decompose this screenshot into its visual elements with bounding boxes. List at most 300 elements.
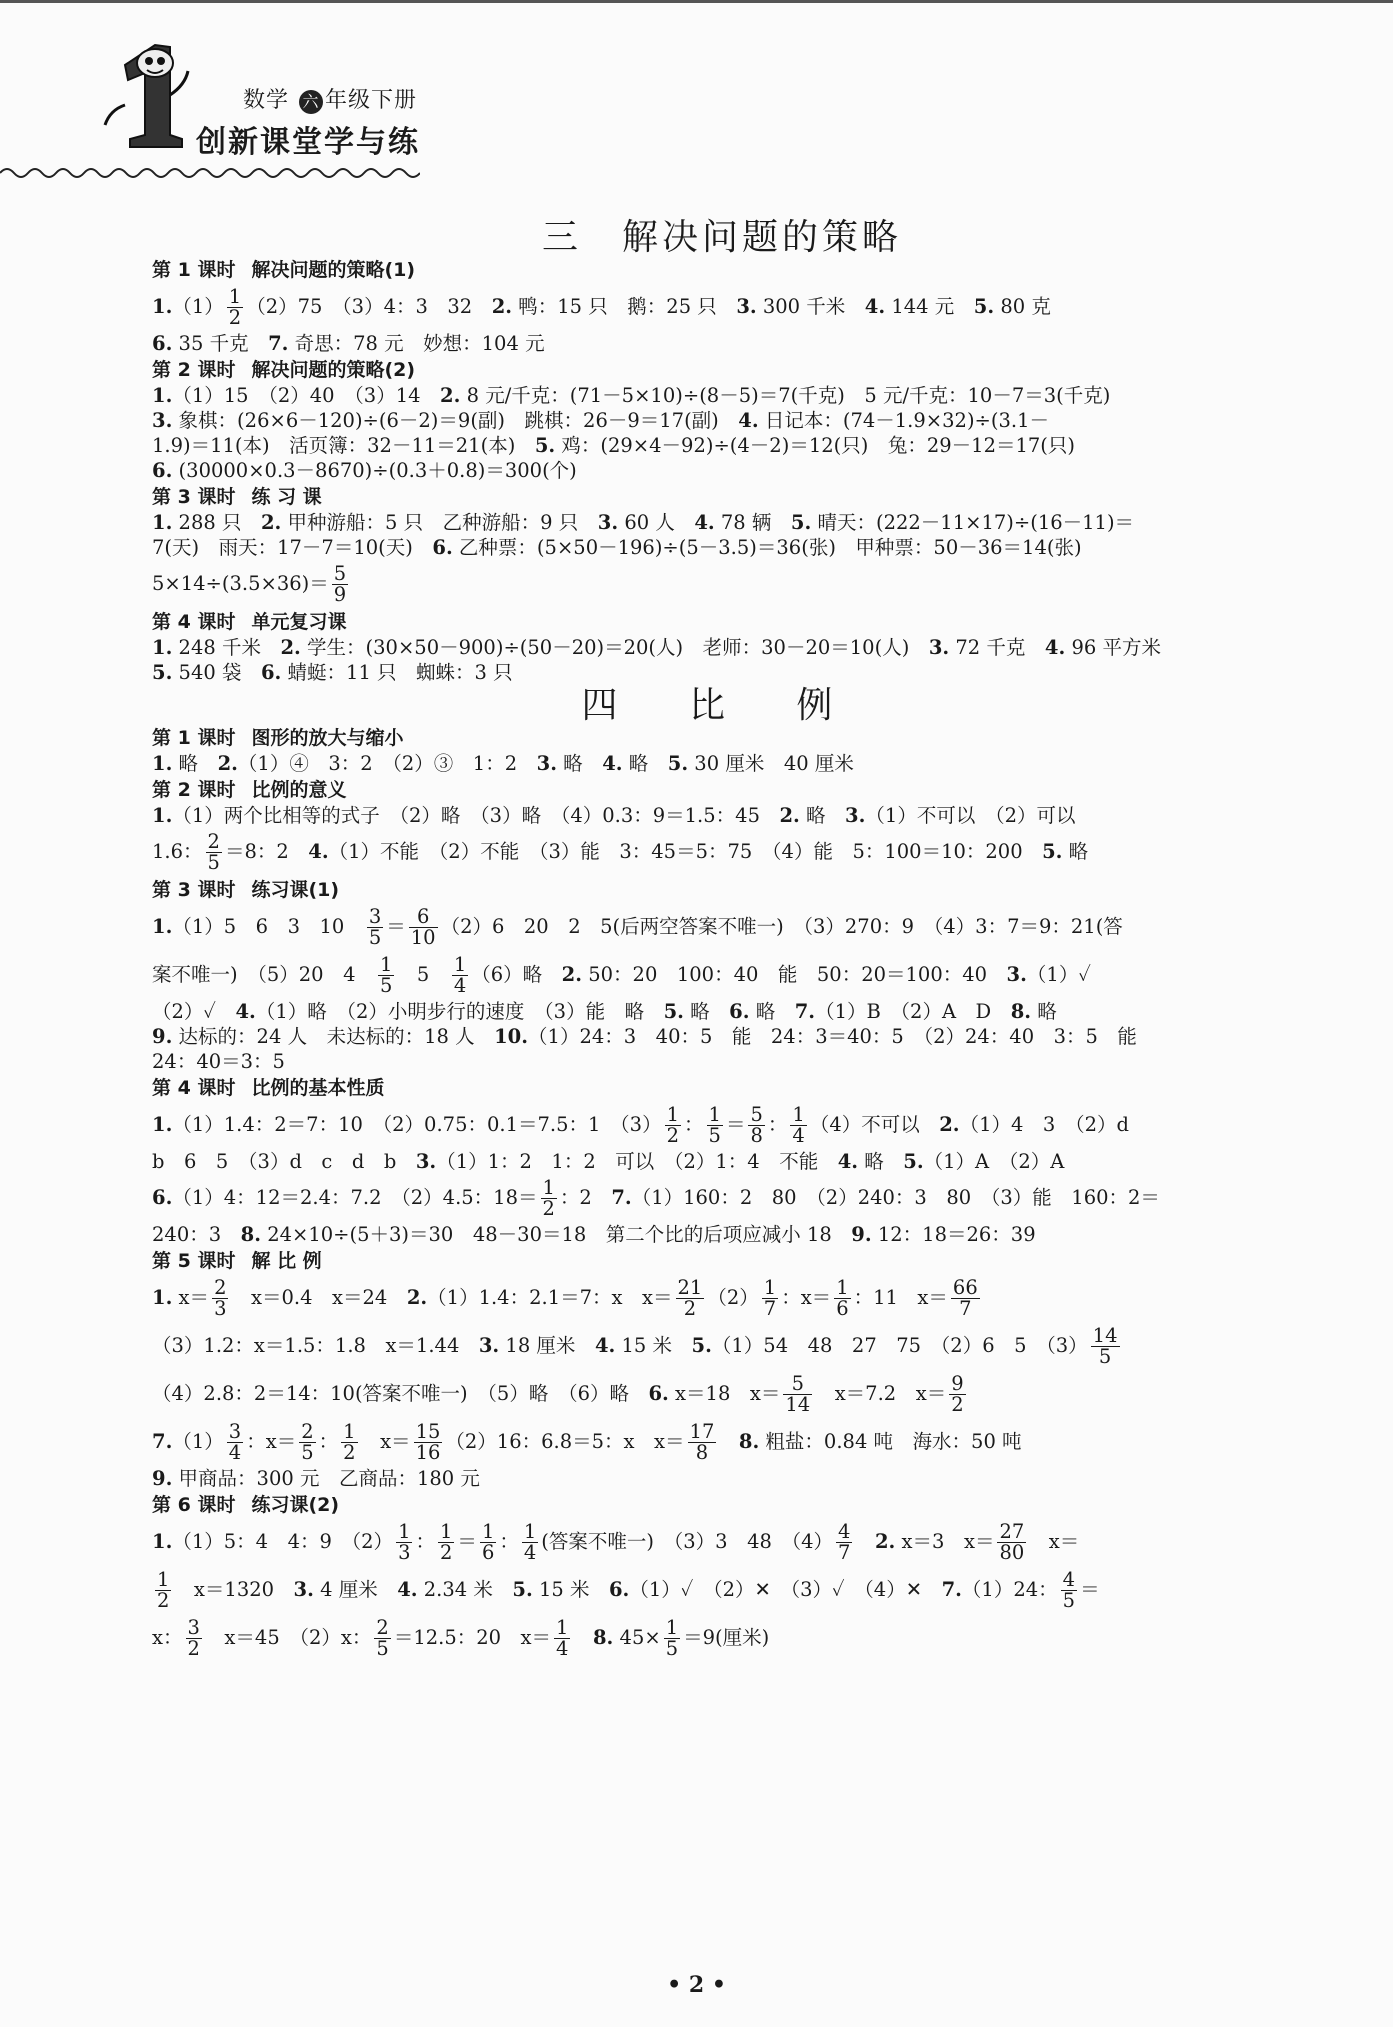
fraction-numerator: 1 [379,953,393,976]
fraction-numerator: 14 [1092,1324,1118,1347]
fraction [1091,1326,1120,1367]
answer-text: （1） [172,1430,224,1453]
question-number: 3. [928,636,950,659]
lesson-name: 单元复习课 [251,611,347,633]
answer-text: （1）5 6 3 10 [172,915,364,938]
fraction [414,1422,443,1463]
answer-line [152,1519,1292,1565]
fraction-denominator: 2 [157,1589,170,1612]
answer-text: （1）A （2）A [923,1150,1065,1173]
fraction [438,1522,454,1563]
fraction [374,1618,390,1659]
question-number: 7. [941,1578,962,1601]
answer-text: 15 米 [532,1578,609,1601]
answer-text: x＝ [172,1286,210,1309]
question-number: 5. [152,661,173,684]
fraction-denominator: 7 [763,1297,777,1320]
answer-text: 18 厘米 [499,1334,595,1357]
lesson-label: 第 3 课时 [152,486,236,508]
question-number: 2. [217,752,238,775]
fraction [341,1422,357,1463]
fraction-numerator: 9 [951,1372,964,1395]
answer-line [152,1150,1292,1173]
fraction-denominator: 4 [556,1637,569,1660]
answer-text: ： [499,1530,519,1553]
answer-text: ：x＝ [781,1286,832,1309]
answer-line [152,1467,1292,1490]
lesson-name: 解决问题的策略(1) [251,259,416,281]
answer-text: （1）④ 3：2 （2）③ 1：2 [237,752,537,775]
fraction-denominator: 3 [398,1541,411,1564]
grade-mark: 六 [299,90,323,114]
answer-text: ：2 [559,1186,612,1209]
answer-text: 乙种票：(5×50－196)÷(5－3.5)＝36(张) 甲种票：50－36＝14(张) [452,536,1082,559]
answer-text: x＝7.2 x＝ [815,1382,947,1405]
answer-text: 12：18＝26：39 [871,1223,1036,1246]
answer-text: 日记本：(74－1.9×32)÷(3.1－ [758,409,1050,432]
answer-text: ＝ [1080,1578,1100,1601]
fraction [951,1278,980,1319]
answer-text: 略 [683,1000,730,1023]
answer-text: ＝ [457,1530,477,1553]
fraction-denominator: 8 [750,1124,763,1147]
fraction-numerator: 5 [333,562,347,585]
answer-line [152,284,1292,330]
answer-text: 略 [858,1150,904,1173]
answer-line [152,752,1292,775]
answer-line [152,409,1292,432]
answer-content [152,217,1292,1663]
fraction-numerator: 2 [207,830,220,853]
fraction-numerator: 3 [187,1616,200,1639]
answer-text: （1）不可以 （2）可以 [865,804,1076,827]
fraction [396,1522,412,1563]
question-number: 3. [845,804,866,827]
answer-text: (30000×0.3－8670)÷(0.3＋0.8)＝300(个) [172,459,577,482]
answer-line [152,434,1292,457]
answer-text: ＝12.5：20 x＝ [393,1626,552,1649]
fraction-numerator: 4 [838,1520,851,1543]
fraction-denominator: 14 [785,1393,811,1416]
question-number: 6. [152,459,173,482]
answer-text: ＝9(厘米) [683,1626,770,1649]
answer-text: （1）不能 （2）不能 （3）能 3：45＝5：75 （4）能 5：100＝10：200 [328,840,1043,863]
lesson-heading [152,1250,1292,1273]
book-brand-title: 创新课堂学与练 [196,125,420,160]
fraction-denominator: 5 [376,1637,389,1660]
fraction-denominator: 6 [836,1297,849,1320]
answer-line [152,536,1292,559]
answer-text: 2.34 米 [417,1578,513,1601]
lesson-name: 图形的放大与缩小 [251,727,404,749]
fraction-numerator: 1 [481,1520,495,1543]
fraction-numerator: 1 [763,1276,777,1299]
answer-text: ：11 x＝ [853,1286,948,1309]
question-number: 5. [512,1578,533,1601]
lesson-name: 比例的基本性质 [251,1077,385,1099]
question-number: 6. [729,1000,750,1023]
answer-text: （2）75 （3）4：3 32 [246,295,492,318]
lesson-name: 解决问题的策略(2) [251,359,416,381]
answer-text: x＝45 （2）x： [204,1626,372,1649]
answer-text: （1）✓ （2）✕ （3）✓ （4）✕ [629,1578,942,1601]
answer-text: 略 [1062,840,1089,863]
answer-text: x＝ [360,1430,411,1453]
answer-text: 50：20 100：40 能 50：20＝100：40 [582,963,1007,986]
fraction [378,955,394,996]
answer-line [152,384,1292,407]
fraction-denominator: 5 [1098,1345,1112,1368]
fraction-numerator: 27 [999,1520,1025,1543]
fraction-denominator: 5 [665,1637,679,1660]
fraction-denominator: 5 [1062,1589,1076,1612]
question-number: 3. [1006,963,1027,986]
fraction-denominator: 4 [228,1441,242,1464]
fraction-numerator: 1 [556,1616,569,1639]
answer-text: 248 千米 [172,636,281,659]
answer-text: 8 元/千克：(71－5×10)÷(8－5)＝7(千克) 5 元/千克：10－7＝3(千克) [460,384,1111,407]
fraction-denominator: 8 [695,1441,709,1464]
fraction [664,1618,680,1659]
answer-text [573,1626,593,1649]
fraction [452,955,468,996]
question-number: 7. [152,1430,173,1453]
fraction-denominator: 9 [333,583,347,606]
fraction-denominator: 4 [523,1541,537,1564]
answer-text: 略 [1031,1000,1057,1023]
lesson-label: 第 2 课时 [152,779,236,801]
answer-text [855,1530,875,1553]
question-number: 4. [594,1334,616,1357]
answer-text: （1） [172,295,224,318]
answer-text: （1）B （2）A D [815,1000,1011,1023]
question-number: 6. [648,1382,669,1405]
fraction-numerator: 4 [1062,1568,1076,1591]
answer-text: （1）4：12＝2.4：7.2 （2）4.5：18＝ [172,1186,538,1209]
fraction [227,287,243,328]
answer-text: x： [152,1626,183,1649]
lesson-name: 练 习 课 [251,486,322,508]
fraction [997,1522,1026,1563]
answer-text: （1）1.4：2＝7：10 （2）0.75：0.1＝7.5：1 （3） [172,1113,662,1136]
answer-line [152,1419,1292,1465]
answer-text: 略 [622,752,668,775]
question-number: 2. [406,1286,428,1309]
question-number: 5. [903,1150,924,1173]
answer-text: 144 元 [885,295,974,318]
answer-text: 略 [556,752,603,775]
answer-line [152,332,1292,355]
question-number: 4. [1044,636,1066,659]
lesson-label: 第 6 课时 [152,1494,236,1516]
answer-text: ＝8：2 [224,840,309,863]
lesson-heading [152,779,1292,802]
answer-line [152,829,1292,875]
answer-text: 78 辆 [714,511,791,534]
lesson-name: 解 比 例 [251,1250,322,1272]
question-number: 9. [152,1467,173,1490]
fraction [762,1278,778,1319]
question-number: 4. [837,1150,859,1173]
lesson-label: 第 1 课时 [152,727,236,749]
question-number: 1. [152,752,173,775]
answer-line [152,1025,1292,1048]
question-number: 4. [738,409,759,432]
answer-text: （2）16：6.8＝5：x x＝ [445,1430,685,1453]
fraction-numerator: 6 [409,907,438,928]
answer-text: （6）略 [471,963,562,986]
answer-line [152,636,1292,659]
fraction-denominator: 2 [666,1124,679,1147]
fraction-denominator: 16 [415,1441,441,1464]
fraction-numerator: 1 [228,285,242,308]
answer-text: 60 人 [618,511,695,534]
question-number: 2. [260,511,282,534]
answer-text: 24：40＝3：5 [152,1050,285,1073]
fraction [212,1278,228,1319]
answer-line [152,459,1292,482]
fraction-denominator: 4 [792,1124,805,1147]
answer-text: 鸡：(29×4－92)÷(4－2)＝12(只) 兔：29－12＝17(只) [555,434,1076,457]
fraction [332,564,348,605]
fraction [707,1105,723,1146]
question-number: 2. [779,804,800,827]
answer-text: 略 [799,804,846,827]
section-title-3: 三 解决问题的策略 [541,217,902,258]
answer-text: 80 克 [994,295,1051,318]
fraction-numerator: 21 [677,1276,703,1299]
answer-text: 象棋：(26×6－120)÷(6－2)＝9(副) 跳棋：26－9＝17(副) [172,409,739,432]
question-number: 6. [432,536,453,559]
fraction-numerator: 1 [708,1103,721,1126]
answer-text: （2）✓ [152,1000,236,1023]
answer-text: 1.9)＝11(本) 活页簿：32－11＝21(本) [152,434,535,457]
subject-grade [243,83,417,114]
question-number: 1. [152,1113,173,1136]
answer-text: 蜻蜓：11 只 蜘蛛：3 只 [281,661,513,684]
answer-text: 略 [749,1000,795,1023]
fraction [676,1278,705,1319]
fraction-numerator: 1 [440,1520,453,1543]
question-number: 5. [663,1000,684,1023]
lesson-label: 第 5 课时 [152,1250,236,1272]
question-number: 2. [874,1530,896,1553]
lesson-name: 练习课(2) [251,1494,340,1516]
answer-text: (答案不唯一) （3）3 48 （4） [541,1530,834,1553]
lesson-heading [152,611,1292,634]
grade-text: 年级下册 [325,88,418,113]
question-number: 1. [152,636,173,659]
answer-text: 5 [397,963,449,986]
answer-text: 甲商品：300 元 乙商品：180 元 [172,1467,480,1490]
question-number: 4. [235,1000,256,1023]
fraction-denominator: 6 [481,1541,495,1564]
question-number: 1. [152,804,173,827]
question-number: 8. [1010,1000,1032,1023]
question-number: 3. [152,409,173,432]
answer-text: x＝18 x＝ [668,1382,781,1405]
question-number: 1. [152,1530,173,1553]
answer-text: 略 [172,752,218,775]
fraction-numerator: 1 [666,1103,679,1126]
fraction-numerator: 1 [453,953,467,976]
fraction-numerator: 66 [952,1276,978,1299]
section-3-lessons [152,259,1292,684]
answer-text: 45× [613,1626,661,1649]
answer-text [719,1430,739,1453]
fraction-denominator: 3 [214,1297,227,1320]
answer-line [152,1567,1292,1613]
lesson-heading [152,486,1292,509]
fraction [227,1422,243,1463]
question-number: 2. [939,1113,960,1136]
question-number: 5. [534,434,556,457]
answer-text: 30 厘米 40 厘米 [688,752,854,775]
answer-line [152,804,1292,827]
lesson-heading [152,727,1292,750]
answer-line [152,1275,1292,1321]
fraction [949,1374,965,1415]
answer-text: ＝ [386,915,406,938]
number-one-mascot-icon [100,35,210,160]
question-number: 6. [608,1578,630,1601]
answer-text: （3）1.2：x＝1.5：1.8 x＝1.44 [152,1334,479,1357]
question-number: 4. [694,511,715,534]
question-number: 1. [152,384,173,407]
fraction-denominator: 7 [959,1297,972,1320]
fraction-denominator: 2 [187,1637,200,1660]
fraction-denominator: 4 [453,974,467,997]
fraction-numerator: 1 [157,1568,170,1591]
lesson-label: 第 1 课时 [152,259,236,281]
answer-text: （1）略 （2）小明步行的速度 （3）能 略 [255,1000,664,1023]
answer-text: x＝3 x＝ [895,1530,995,1553]
question-number: 7. [268,332,289,355]
fraction-denominator: 5 [207,851,220,874]
question-number: 1. [152,511,173,534]
answer-text: ：x＝ [246,1430,297,1453]
fraction [480,1522,496,1563]
lesson-heading [152,1494,1292,1517]
lesson-label: 第 2 课时 [152,359,236,381]
top-border-line [0,0,1393,3]
answer-text: 35 千克 [172,332,269,355]
question-number: 3. [536,752,557,775]
question-number: 1. [152,1286,173,1309]
question-number: 2. [280,636,301,659]
fraction-numerator: 1 [665,1616,679,1639]
question-number: 8. [592,1626,614,1649]
fraction-denominator: 2 [683,1297,697,1320]
answer-line [152,1371,1292,1417]
answer-line [152,952,1292,998]
fraction [688,1422,717,1463]
fraction [836,1522,852,1563]
lesson-heading [152,259,1292,282]
fraction [206,832,222,873]
answer-text: （2） [707,1286,759,1309]
question-number: 3. [293,1578,314,1601]
fraction [299,1422,315,1463]
section-title-4: 四 比 例 [581,685,863,726]
answer-text: 300 千米 [756,295,865,318]
fraction [186,1618,202,1659]
answer-line [152,1175,1292,1221]
question-number: 5. [790,511,812,534]
answer-text: （1）✓ [1026,963,1091,986]
answer-text: 15 米 [615,1334,692,1357]
answer-text: 288 只 [172,511,261,534]
answer-text: 7(天) 雨天：17－7＝10(天) [152,536,433,559]
fraction [783,1374,812,1415]
lesson-label: 第 3 课时 [152,879,236,901]
answer-text: 540 袋 [172,661,261,684]
answer-text: x＝0.4 x＝24 [231,1286,407,1309]
answer-text: 72 千克 [949,636,1045,659]
fraction-numerator: 2 [214,1276,227,1299]
lesson-label: 第 4 课时 [152,611,236,633]
fraction-numerator: 2 [301,1420,314,1443]
fraction [665,1105,681,1146]
answer-line [152,904,1292,950]
question-number: 3. [478,1334,500,1357]
fraction-denominator: 2 [542,1197,555,1220]
answer-line [152,1615,1292,1661]
answer-text: （1）1.4：2.1＝7：x x＝ [427,1286,673,1309]
question-number: 4. [397,1578,418,1601]
question-number: 6. [152,332,173,355]
fraction-denominator: 80 [999,1541,1025,1564]
wavy-divider [0,165,420,181]
answer-text: 240：3 [152,1223,241,1246]
lesson-label: 第 4 课时 [152,1077,236,1099]
section-4-lessons [152,727,1292,1661]
fraction-denominator: 2 [440,1541,453,1564]
lesson-heading [152,359,1292,382]
answer-text: 晴天：(222－11×17)÷(16－11)＝ [811,511,1135,534]
question-number: 5. [667,752,689,775]
answer-text: （1）4 3 （2）d [959,1113,1129,1136]
lesson-name: 比例的意义 [251,779,347,801]
book-header [0,25,500,175]
answer-text: （4）2.8：2＝14：10(答案不唯一) （5）略 （6）略 [152,1382,649,1405]
answer-text: （1）24： [961,1578,1058,1601]
answer-line [152,661,1292,684]
fraction-denominator: 5 [708,1124,721,1147]
question-number: 5. [691,1334,712,1357]
answer-text: 学生：(30×50－900)÷(50－20)＝20(人) 老师：30－20＝10(人) [300,636,929,659]
question-number: 1. [152,915,173,938]
answer-text: 1.6： [152,840,203,863]
question-number: 4. [308,840,329,863]
answer-text: （1）两个比相等的式子 （2）略 （3）略 （4）0.3：9＝1.5：45 [172,804,780,827]
question-number: 6. [152,1186,173,1209]
question-number: 1. [152,295,173,318]
question-number: 7. [611,1186,632,1209]
fraction-numerator: 5 [783,1374,812,1395]
question-number: 4. [602,752,623,775]
answer-text: b 6 5 （3）d c d b [152,1150,416,1173]
answer-line [152,511,1292,534]
answer-text: x＝1320 [174,1578,294,1601]
answer-text: （1）160：2 80 （2）240：3 80 （3）能 160：2＝ [631,1186,1160,1209]
answer-text: 案不唯一) （5）20 4 [152,963,375,986]
answer-text: ： [415,1530,435,1553]
answer-text: （1）15 （2）40 （3）14 [172,384,441,407]
answer-text: 粗盐：0.84 吨 海水：50 吨 [759,1430,1022,1453]
answer-line [152,1323,1292,1369]
fraction [554,1618,570,1659]
